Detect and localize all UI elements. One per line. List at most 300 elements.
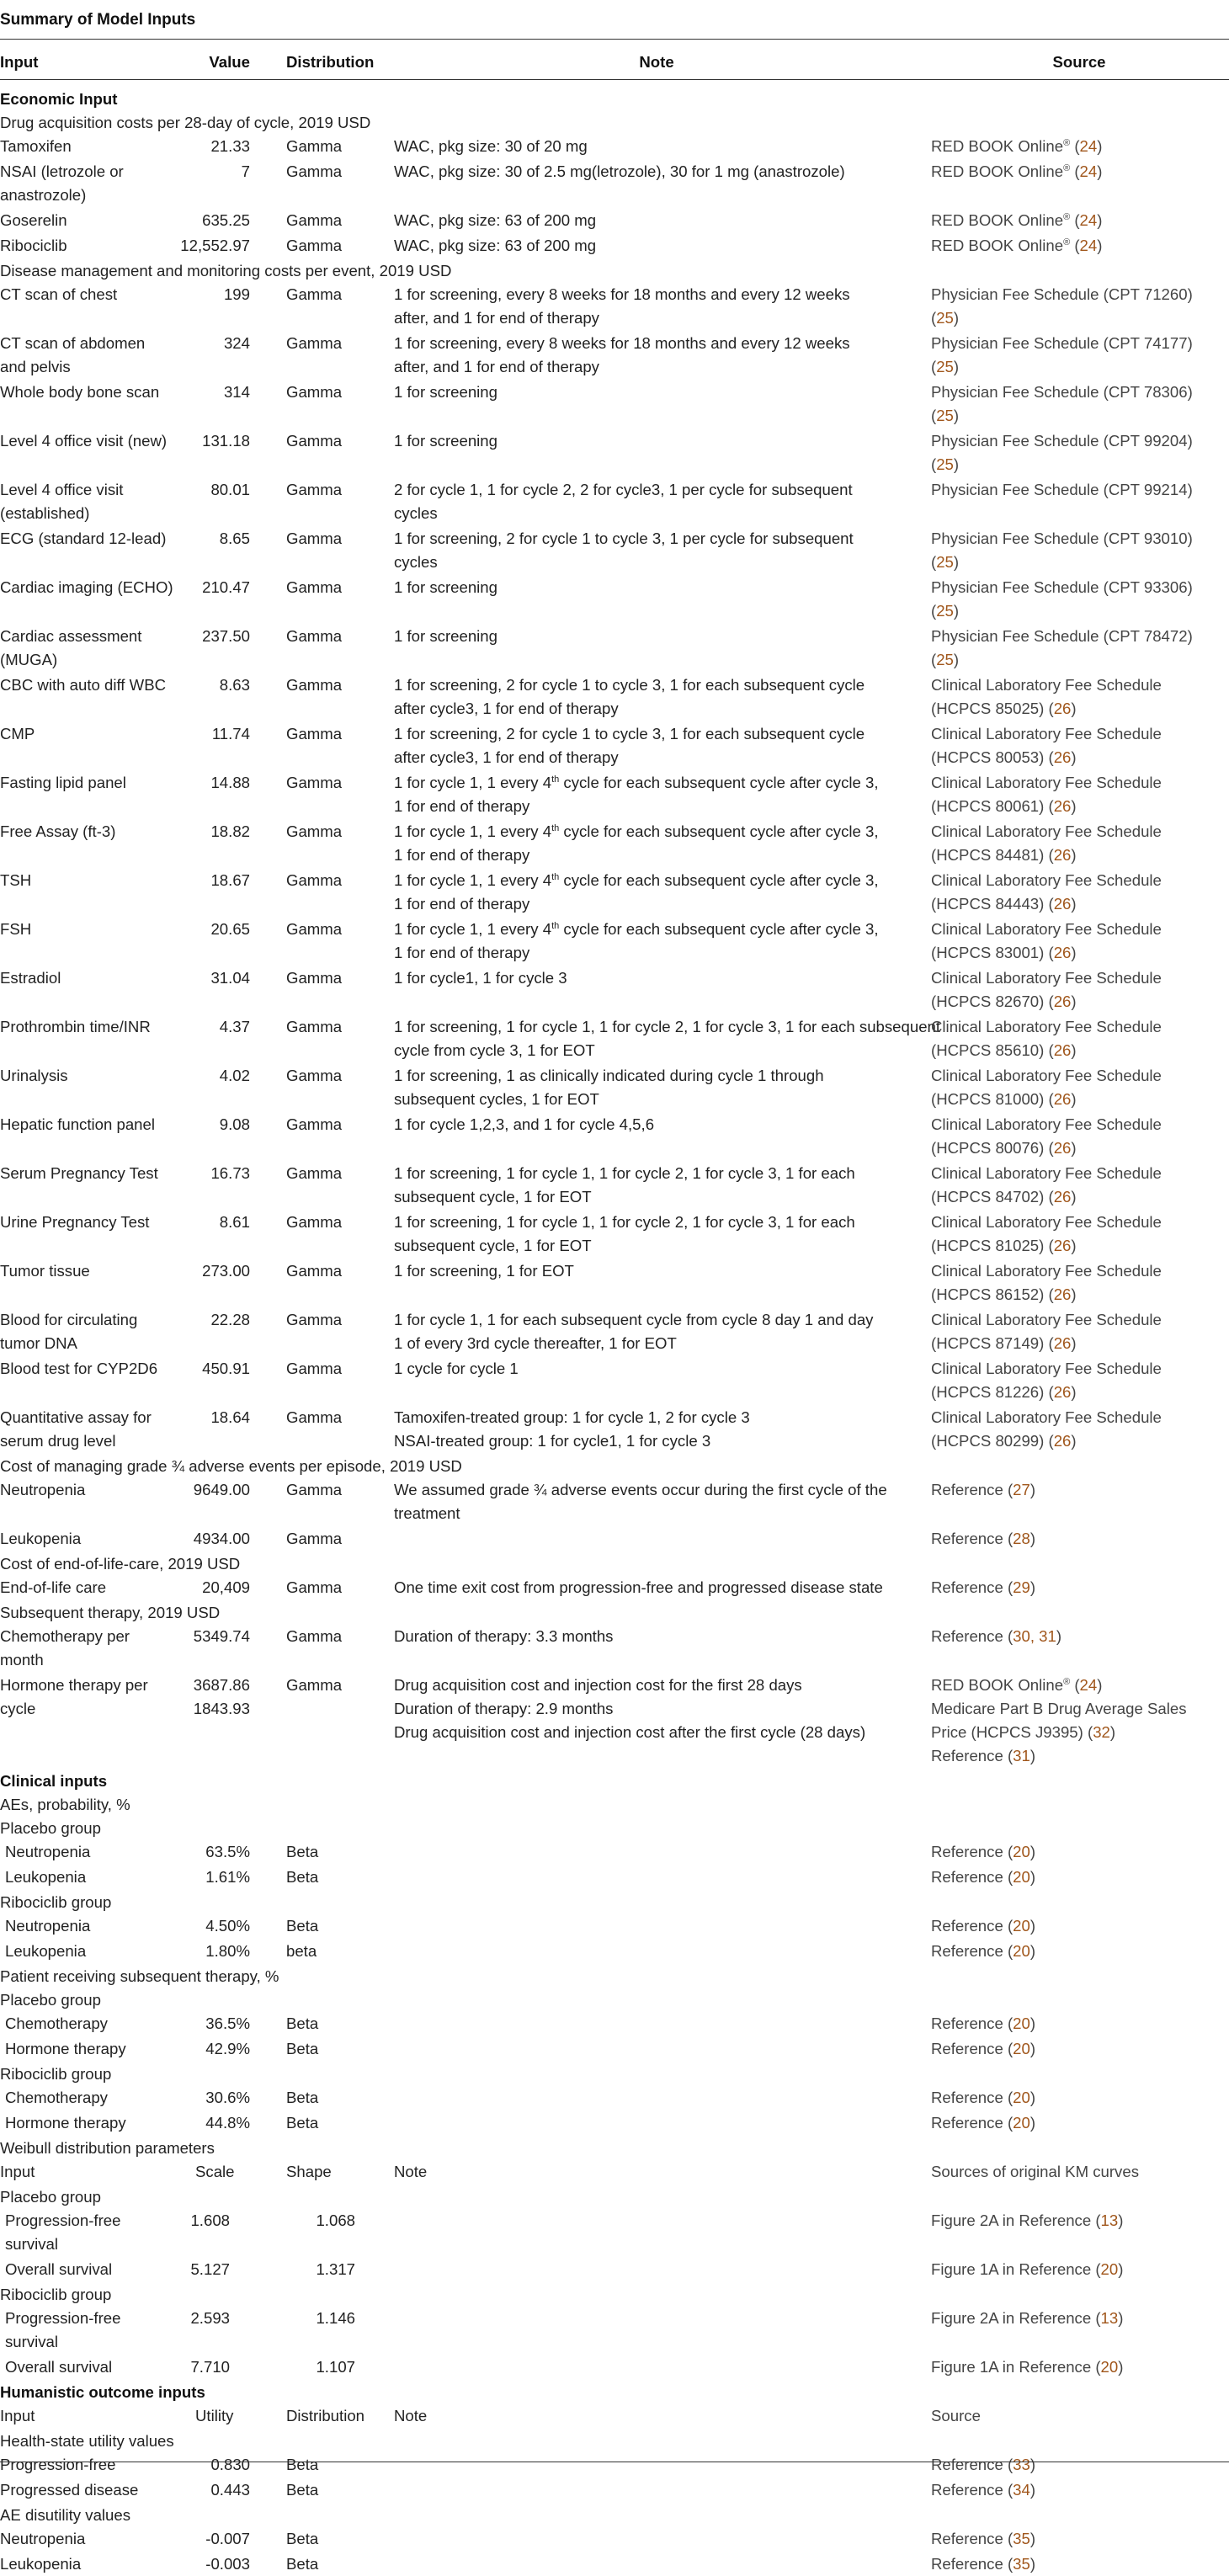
section-label: Clinical inputs (0, 1772, 108, 1790)
value-cell: 7.710 (190, 2358, 230, 2376)
section-label: Humanistic outcome inputs (0, 2383, 205, 2401)
header-source: Source (1052, 53, 1106, 71)
table-row (0, 820, 1229, 867)
note-cell: 1 for screening (394, 627, 497, 645)
input-cell: Neutropenia (0, 2530, 86, 2547)
subsection-heading (0, 2185, 1229, 2209)
input-cell: Free Assay (ft-3) (0, 822, 116, 840)
source-cell: Clinical Laboratory Fee Schedule (HCPCS 81226) (26) (931, 1360, 1162, 1401)
header-input: Input (0, 53, 39, 71)
note-cell: 1 for screening, 1 for cycle 1, 1 for cycle 2, 1 for cycle 3, 1 for each subsequent cycle, 1 for EOT (394, 1164, 855, 1206)
subsection-label: Placebo group (0, 1991, 101, 2009)
subsection-label: Patient receiving subsequent therapy, % (0, 1967, 279, 1985)
subsection-heading (0, 111, 1229, 135)
value-cell: 4.37 (219, 1018, 250, 1035)
distribution-cell: Gamma (286, 1530, 343, 1547)
source-cell: Reference (20) (931, 1868, 1036, 1886)
distribution-cell: Gamma (286, 822, 343, 840)
table-row (0, 2111, 1229, 2135)
table-row (0, 1406, 1229, 1453)
source-cell: Reference (20) (931, 1942, 1036, 1960)
table-row (0, 673, 1229, 721)
source-cell: Physician Fee Schedule (CPT 99204) (25) (931, 432, 1193, 473)
distribution-cell: Gamma (286, 676, 343, 694)
value-cell: 31.04 (210, 969, 250, 987)
input-cell: Estradiol (0, 969, 61, 987)
table-row (0, 1674, 1229, 1768)
header-note: Note (639, 53, 674, 71)
value-cell: 0.830 (210, 2456, 250, 2473)
subsection-label: AE disutility values (0, 2506, 131, 2524)
table-row (0, 1478, 1229, 1525)
section-label: Economic Input (0, 90, 118, 108)
note-cell: 1 for screening, every 8 weeks for 18 months and every 12 weeks after, and 1 for end of therapy (394, 285, 850, 327)
table-row (0, 576, 1229, 623)
input-cell: Cardiac imaging (ECHO) (0, 578, 173, 596)
distribution-cell: Gamma (286, 285, 343, 303)
source-cell: Reference (30, 31) (931, 1627, 1062, 1645)
table-row (0, 1940, 1229, 1963)
table-row (0, 1527, 1229, 1551)
source-cell: Reference (20) (931, 2114, 1036, 2132)
subsection-label: Ribociclib group (0, 1893, 112, 1911)
input-cell: Input (0, 2407, 35, 2424)
table-row (0, 1015, 1229, 1062)
value-cell: 237.50 (202, 627, 250, 645)
subsection-label: Ribociclib group (0, 2286, 112, 2303)
source-cell: RED BOOK Online® (24) (931, 237, 1103, 254)
note-cell: 1 for screening, 1 for cycle 1, 1 for cycle 2, 1 for cycle 3, 1 for each subsequent cycle, 1 for EOT (394, 1213, 855, 1254)
source-cell: Physician Fee Schedule (CPT 99214) (931, 481, 1193, 498)
value-cell: 14.88 (210, 774, 250, 791)
distribution-cell: Gamma (286, 383, 343, 401)
source-cell: Physician Fee Schedule (CPT 93306) (25) (931, 578, 1193, 620)
value-cell: 30.6% (205, 2089, 250, 2106)
distribution-cell: Gamma (286, 920, 343, 938)
distribution-cell: Gamma (286, 1360, 343, 1377)
value-cell: 5.127 (190, 2260, 230, 2278)
value-cell: 2.593 (190, 2309, 230, 2327)
note-cell: 1 for cycle 1, 1 for each subsequent cycle from cycle 8 day 1 and day 1 of every 3rd cycle thereafter, 1 for EOT (394, 1311, 874, 1352)
value-cell: 18.82 (210, 822, 250, 840)
source-cell: Physician Fee Schedule (CPT 78472) (25) (931, 627, 1193, 668)
value-cell: 199 (223, 285, 250, 303)
note-cell: 1 for cycle 1,2,3, and 1 for cycle 4,5,6 (394, 1115, 655, 1133)
subsection-heading (0, 2283, 1229, 2307)
source-cell: Clinical Laboratory Fee Schedule (HCPCS 84481) (26) (931, 822, 1162, 864)
note-cell: 1 for cycle 1, 1 every 4th cycle for each subsequent cycle after cycle 3, 1 for end of therapy (394, 822, 879, 864)
input-cell: Level 4 office visit (established) (0, 481, 124, 522)
input-cell: Leukopenia (5, 1868, 87, 1886)
note-cell: 1 for screening, 1 for EOT (394, 1262, 574, 1280)
value-cell: 36.5% (205, 2014, 250, 2032)
value-cell: 9649.00 (193, 1481, 250, 1498)
distribution-cell: Gamma (286, 578, 343, 596)
value-cell: 80.01 (210, 481, 250, 498)
input-cell: NSAI (letrozole or anastrozole) (0, 162, 124, 204)
input-cell: CT scan of chest (0, 285, 118, 303)
input-cell: Leukopenia (0, 1530, 82, 1547)
subsection-heading (0, 1891, 1229, 1914)
table-row (0, 2307, 1229, 2354)
input-cell: Tamoxifen (0, 137, 72, 155)
source-cell: Reference (28) (931, 1530, 1036, 1547)
table-row (0, 429, 1229, 476)
value-cell: 12,552.97 (180, 237, 250, 254)
table-row (0, 527, 1229, 574)
table-row (0, 1113, 1229, 1160)
distribution-cell: Gamma (286, 137, 343, 155)
subsection-label: Ribociclib group (0, 2065, 112, 2083)
value-cell: 1.80% (205, 1942, 250, 1960)
source-cell: Clinical Laboratory Fee Schedule (HCPCS 85610) (26) (931, 1018, 1162, 1059)
source-cell: Clinical Laboratory Fee Schedule (HCPCS 80299) (26) (931, 1408, 1162, 1450)
distribution-cell: Beta (286, 2114, 319, 2132)
subsection-label: Subsequent therapy, 2019 USD (0, 1604, 221, 1621)
table-row (0, 1259, 1229, 1307)
subsection-heading (0, 2137, 1229, 2160)
subsection-heading (0, 2430, 1229, 2453)
table-row (0, 160, 1229, 207)
table-row (0, 722, 1229, 769)
source-cell: Clinical Laboratory Fee Schedule (HCPCS 80076) (26) (931, 1115, 1162, 1157)
source-cell: Sources of original KM curves (931, 2163, 1139, 2180)
source-cell: Reference (27) (931, 1481, 1036, 1498)
table-row (0, 1625, 1229, 1672)
section-heading (0, 1770, 1229, 1793)
note-cell: Note (394, 2163, 428, 2180)
subsection-heading (0, 1552, 1229, 1576)
distribution-cell: beta (286, 1942, 317, 1960)
table-row (0, 381, 1229, 428)
input-cell: Neutropenia (5, 1917, 91, 1935)
table-row (0, 234, 1229, 258)
note-cell: 1 for cycle 1, 1 every 4th cycle for each subsequent cycle after cycle 3, 1 for end of therapy (394, 920, 879, 961)
subsection-heading (0, 2504, 1229, 2527)
table-row (0, 1357, 1229, 1404)
value-cell: 0.443 (210, 2481, 250, 2499)
value-cell: 18.67 (210, 871, 250, 889)
value-cell: 44.8% (205, 2114, 250, 2132)
table-row (0, 1914, 1229, 1938)
source-cell: Source (931, 2407, 981, 2424)
source-cell: Clinical Laboratory Fee Schedule (HCPCS 85025) (26) (931, 676, 1162, 717)
value-cell: 20.65 (210, 920, 250, 938)
table-title: Summary of Model Inputs (0, 11, 196, 29)
source-cell: Figure 1A in Reference (20) (931, 2260, 1124, 2278)
distribution-cell: Beta (286, 2555, 319, 2573)
distribution-cell: Gamma (286, 1018, 343, 1035)
distribution-cell: 1.317 (316, 2260, 355, 2278)
note-cell: 1 for screening, 1 for cycle 1, 1 for cycle 2, 1 for cycle 3, 1 for each subsequent cycle from cycle 3, 1 for EOT (394, 1018, 941, 1059)
value-cell: -0.007 (205, 2530, 250, 2547)
value-cell: 8.63 (219, 676, 250, 694)
input-cell: Whole body bone scan (0, 383, 160, 401)
table-row (0, 2527, 1229, 2551)
distribution-cell: 1.107 (316, 2358, 355, 2376)
input-cell: Cardiac assessment (MUGA) (0, 627, 142, 668)
input-cell: CMP (0, 725, 35, 742)
source-cell: Reference (20) (931, 2014, 1036, 2032)
value-cell: 21.33 (210, 137, 250, 155)
input-cell: Progression-free survival (5, 2211, 121, 2253)
subsection-label: Disease management and monitoring costs per event, 2019 USD (0, 262, 452, 279)
subsection-label: AEs, probability, % (0, 1796, 130, 1813)
subsection-label: Placebo group (0, 1819, 101, 1837)
value-cell: 635.25 (202, 211, 250, 229)
table-row (0, 2355, 1229, 2379)
note-cell: 1 for screening, 2 for cycle 1 to cycle 3, 1 per cycle for subsequent cycles (394, 530, 854, 571)
distribution-cell: Beta (286, 1868, 319, 1886)
input-cell: Quantitative assay for serum drug level (0, 1408, 152, 1450)
input-cell: Blood for circulating tumor DNA (0, 1311, 138, 1352)
distribution-cell: Gamma (286, 725, 343, 742)
subsection-heading (0, 1965, 1229, 1988)
input-cell: Leukopenia (0, 2555, 82, 2573)
subsection-label: Drug acquisition costs per 28-day of cycle, 2019 USD (0, 114, 371, 131)
input-cell: Hormone therapy per cycle (0, 1676, 148, 1717)
distribution-cell: Gamma (286, 1481, 343, 1498)
note-cell: 1 for screening (394, 383, 497, 401)
input-cell: Overall survival (5, 2260, 113, 2278)
note-cell: 1 for screening, 1 as clinically indicated during cycle 1 through subsequent cycles, 1 for EOT (394, 1067, 824, 1108)
value-cell: 7 (241, 162, 250, 180)
subsection-label: Placebo group (0, 2188, 101, 2206)
input-cell: Blood test for CYP2D6 (0, 1360, 158, 1377)
input-cell: Progression-free survival (5, 2309, 121, 2350)
distribution-cell: Gamma (286, 1067, 343, 1084)
table-row (0, 2086, 1229, 2110)
source-cell: Clinical Laboratory Fee Schedule (HCPCS 84443) (26) (931, 871, 1162, 913)
value-cell: 1.608 (190, 2211, 230, 2229)
table-row (0, 1576, 1229, 1599)
input-cell: Hepatic function panel (0, 1115, 155, 1133)
source-cell: Physician Fee Schedule (CPT 93010) (25) (931, 530, 1193, 571)
distribution-cell: Beta (286, 2089, 319, 2106)
value-cell: Scale (195, 2163, 235, 2180)
input-cell: Serum Pregnancy Test (0, 1164, 158, 1182)
note-cell: WAC, pkg size: 63 of 200 mg (394, 211, 597, 229)
rule-top (0, 39, 1229, 40)
note-cell: Note (394, 2407, 428, 2424)
subsection-heading (0, 1817, 1229, 1840)
input-cell: ECG (standard 12-lead) (0, 530, 167, 547)
value-cell: 131.18 (202, 432, 250, 450)
subsection-heading (0, 1601, 1229, 1625)
source-cell: Figure 2A in Reference (13) (931, 2211, 1124, 2229)
table-row (0, 1162, 1229, 1209)
value-cell: 20,409 (202, 1578, 250, 1596)
source-cell: RED BOOK Online® (24) (931, 137, 1103, 155)
source-cell: Physician Fee Schedule (CPT 74177) (25) (931, 334, 1193, 375)
note-cell: WAC, pkg size: 30 of 2.5 mg(letrozole), 30 for 1 mg (anastrozole) (394, 162, 845, 180)
source-cell: Figure 2A in Reference (13) (931, 2309, 1124, 2327)
header-value: Value (209, 53, 250, 71)
input-cell: Neutropenia (0, 1481, 86, 1498)
table-row (0, 1308, 1229, 1355)
distribution-cell: Gamma (286, 1676, 343, 1694)
note-cell: 1 cycle for cycle 1 (394, 1360, 519, 1377)
input-cell: CBC with auto diff WBC (0, 676, 167, 694)
source-cell: Clinical Laboratory Fee Schedule (HCPCS 80053) (26) (931, 725, 1162, 766)
table-row (0, 2037, 1229, 2061)
value-cell: 450.91 (202, 1360, 250, 1377)
value-cell: 314 (223, 383, 250, 401)
value-cell: 273.00 (202, 1262, 250, 1280)
distribution-cell: Gamma (286, 1627, 343, 1645)
value-cell: 42.9% (205, 2040, 250, 2057)
distribution-cell: Beta (286, 2040, 319, 2057)
input-cell: Chemotherapy (5, 2089, 108, 2106)
source-cell: Clinical Laboratory Fee Schedule (HCPCS 81000) (26) (931, 1067, 1162, 1108)
table-header (0, 51, 1229, 74)
note-cell: Drug acquisition cost and injection cost for the first 28 days Duration of therapy: 2.9 months Drug acquisition cost and injection cost after the first cycle (28 days) (394, 1676, 866, 1741)
input-cell: Prothrombin time/INR (0, 1018, 151, 1035)
source-cell: Reference (29) (931, 1578, 1036, 1596)
table-row (0, 332, 1229, 379)
table-row (0, 771, 1229, 818)
distribution-cell: Gamma (286, 237, 343, 254)
distribution-cell: Distribution (286, 2407, 365, 2424)
distribution-cell: 1.146 (316, 2309, 355, 2327)
table-row (0, 966, 1229, 1014)
subsection-label: Cost of managing grade ¾ adverse events per episode, 2019 USD (0, 1457, 462, 1475)
header-distribution: Distribution (286, 53, 375, 71)
input-cell: CT scan of abdomen and pelvis (0, 334, 146, 375)
input-cell: Urinalysis (0, 1067, 68, 1084)
source-cell: Reference (20) (931, 2089, 1036, 2106)
source-cell: Reference (20) (931, 1843, 1036, 1860)
note-cell: 1 for screening (394, 432, 497, 450)
note-cell: 1 for screening (394, 578, 497, 596)
value-cell: 8.61 (219, 1213, 250, 1231)
distribution-cell: Gamma (286, 1115, 343, 1133)
table-row (0, 1211, 1229, 1258)
input-cell: Fasting lipid panel (0, 774, 126, 791)
table-row (0, 1840, 1229, 1864)
table-row (0, 283, 1229, 330)
value-cell: 4.50% (205, 1917, 250, 1935)
value-cell: 9.08 (219, 1115, 250, 1133)
source-cell: Clinical Laboratory Fee Schedule (HCPCS 87149) (26) (931, 1311, 1162, 1352)
table-row (0, 209, 1229, 232)
table-row (0, 869, 1229, 916)
distribution-cell: Gamma (286, 969, 343, 987)
value-cell: 22.28 (210, 1311, 250, 1328)
value-cell: 4934.00 (193, 1530, 250, 1547)
note-cell: One time exit cost from progression-free and progressed disease state (394, 1578, 883, 1596)
table-row (0, 1064, 1229, 1111)
distribution-cell: Gamma (286, 1408, 343, 1426)
input-cell: Tumor tissue (0, 1262, 90, 1280)
value-cell: Utility (195, 2407, 234, 2424)
distribution-cell: Gamma (286, 1262, 343, 1280)
input-cell: Ribociclib (0, 237, 67, 254)
sub-header-row (0, 2404, 1229, 2428)
distribution-cell: Gamma (286, 481, 343, 498)
source-cell: RED BOOK Online® (24) Medicare Part B Drug Average Sales Price (HCPCS J9395) (32) Reference (31) (931, 1676, 1187, 1764)
subsection-heading (0, 2062, 1229, 2086)
value-cell: 8.65 (219, 530, 250, 547)
note-cell: WAC, pkg size: 30 of 20 mg (394, 137, 588, 155)
section-heading (0, 88, 1229, 111)
note-cell: 2 for cycle 1, 1 for cycle 2, 2 for cycle3, 1 per cycle for subsequent cycles (394, 481, 853, 522)
source-cell: Reference (20) (931, 1917, 1036, 1935)
source-cell: Clinical Laboratory Fee Schedule (HCPCS 82670) (26) (931, 969, 1162, 1010)
table-row (0, 2552, 1229, 2576)
value-cell: 11.74 (211, 725, 250, 742)
value-cell: 324 (223, 334, 250, 352)
subsection-label: Cost of end-of-life-care, 2019 USD (0, 1555, 241, 1573)
distribution-cell: Shape (286, 2163, 332, 2180)
note-cell: WAC, pkg size: 63 of 200 mg (394, 237, 597, 254)
note-cell: Tamoxifen-treated group: 1 for cycle 1, 2 for cycle 3 NSAI-treated group: 1 for cycle1, 1 for cycle 3 (394, 1408, 750, 1450)
value-cell: 4.02 (219, 1067, 250, 1084)
distribution-cell: Gamma (286, 1578, 343, 1596)
input-cell: Chemotherapy (5, 2014, 108, 2032)
distribution-cell: Gamma (286, 1311, 343, 1328)
note-cell: 1 for screening, 2 for cycle 1 to cycle 3, 1 for each subsequent cycle after cycle3, 1 for end of therapy (394, 676, 865, 717)
input-cell: Overall survival (5, 2358, 113, 2376)
value-cell: -0.003 (205, 2555, 250, 2573)
distribution-cell: Gamma (286, 334, 343, 352)
subsection-heading (0, 259, 1229, 283)
value-cell: 210.47 (202, 578, 250, 596)
input-cell: FSH (0, 920, 32, 938)
table-row (0, 918, 1229, 965)
distribution-cell: Beta (286, 2530, 319, 2547)
source-cell: Physician Fee Schedule (CPT 71260) (25) (931, 285, 1193, 327)
source-cell: Reference (35) (931, 2530, 1036, 2547)
note-cell: 1 for cycle1, 1 for cycle 3 (394, 969, 567, 987)
table-row (0, 135, 1229, 158)
distribution-cell: 1.068 (316, 2211, 355, 2229)
source-cell: Clinical Laboratory Fee Schedule (HCPCS 81025) (26) (931, 1213, 1162, 1254)
subsection-label: Health-state utility values (0, 2432, 174, 2450)
distribution-cell: Beta (286, 1843, 319, 1860)
source-cell: Clinical Laboratory Fee Schedule (HCPCS 86152) (26) (931, 1262, 1162, 1303)
table-row (0, 2209, 1229, 2256)
source-cell: Reference (35) (931, 2555, 1036, 2573)
distribution-cell: Beta (286, 2456, 319, 2473)
source-cell: Clinical Laboratory Fee Schedule (HCPCS 83001) (26) (931, 920, 1162, 961)
distribution-cell: Gamma (286, 432, 343, 450)
distribution-cell: Gamma (286, 211, 343, 229)
value-cell: 18.64 (210, 1408, 250, 1426)
distribution-cell: Beta (286, 2481, 319, 2499)
input-cell: Level 4 office visit (new) (0, 432, 168, 450)
source-cell: Clinical Laboratory Fee Schedule (HCPCS 80061) (26) (931, 774, 1162, 815)
input-cell: Input (0, 2163, 35, 2180)
source-cell: Reference (33) (931, 2456, 1036, 2473)
input-cell: Hormone therapy (5, 2114, 126, 2132)
note-cell: Duration of therapy: 3.3 months (394, 1627, 614, 1645)
note-cell: 1 for cycle 1, 1 every 4th cycle for each subsequent cycle after cycle 3, 1 for end of therapy (394, 871, 879, 913)
table-row (0, 2258, 1229, 2281)
subsection-heading (0, 1793, 1229, 1817)
value-cell: 63.5% (205, 1843, 250, 1860)
input-cell: Progression-free (0, 2456, 116, 2473)
input-cell: Neutropenia (5, 1843, 91, 1860)
distribution-cell: Gamma (286, 871, 343, 889)
value-cell: 3687.86 1843.93 (193, 1676, 250, 1717)
distribution-cell: Gamma (286, 530, 343, 547)
input-cell: TSH (0, 871, 32, 889)
distribution-cell: Gamma (286, 1164, 343, 1182)
subsection-heading (0, 1988, 1229, 2012)
input-cell: Hormone therapy (5, 2040, 126, 2057)
source-cell: Reference (20) (931, 2040, 1036, 2057)
